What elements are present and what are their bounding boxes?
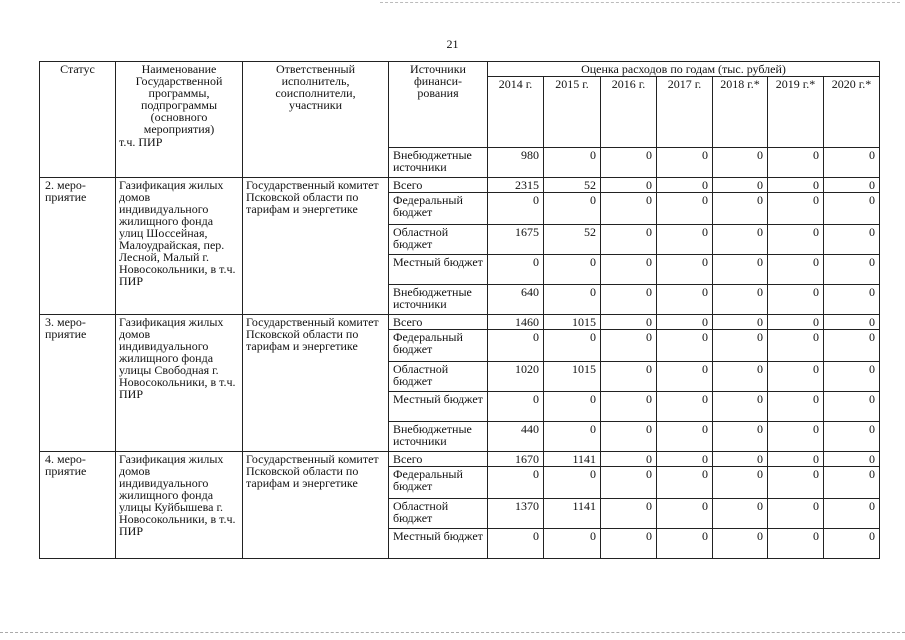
value-cell: 0 [657, 255, 713, 285]
value-cell: 0 [544, 467, 601, 499]
value-cell: 0 [824, 193, 880, 225]
value-cell: 0 [544, 392, 601, 422]
scan-artifact-bottom [0, 632, 905, 633]
table-body [40, 62, 880, 559]
year-header: 2019 г.* [768, 77, 824, 148]
source-cell: Областной бюджет [389, 225, 488, 255]
value-cell: 0 [713, 255, 768, 285]
value-cell: 0 [657, 452, 713, 467]
value-cell: 0 [824, 178, 880, 193]
activity-name: Газификация жилых домов индивидуального жилищного фонда улицы Куйбышева г. Новосокольники, в т.ч. ПИР [116, 452, 243, 559]
activity-status: 3. меро-приятие [40, 315, 116, 452]
value-cell: 0 [824, 529, 880, 559]
value-cell: 0 [713, 392, 768, 422]
value-cell: 0 [713, 422, 768, 452]
source-cell: Областной бюджет [389, 499, 488, 529]
value-cell: 0 [713, 467, 768, 499]
value-cell: 0 [601, 178, 657, 193]
value-cell: 0 [601, 392, 657, 422]
value-cell: 0 [824, 148, 880, 178]
header-row [40, 62, 880, 77]
header-estimate: Оценка расходов по годам (тыс. рублей) [488, 62, 880, 77]
header-sources: Источники финанси- рования [389, 62, 488, 148]
value-cell: 0 [768, 392, 824, 422]
value-cell: 1141 [544, 499, 601, 529]
source-cell: Федеральный бюджет [389, 467, 488, 499]
value-cell: 0 [824, 255, 880, 285]
value-cell: 0 [601, 285, 657, 315]
value-cell: 0 [544, 255, 601, 285]
year-header: 2015 г. [544, 77, 601, 148]
value-cell: 0 [768, 499, 824, 529]
value-cell: 2315 [488, 178, 544, 193]
value-cell: 0 [601, 148, 657, 178]
value-cell: 0 [601, 529, 657, 559]
value-cell: 1670 [488, 452, 544, 467]
value-cell: 0 [544, 148, 601, 178]
source-cell: Федеральный бюджет [389, 330, 488, 362]
year-header: 2017 г. [657, 77, 713, 148]
source-cell: Местный бюджет [389, 255, 488, 285]
value-cell: 0 [713, 315, 768, 330]
value-cell: 0 [601, 499, 657, 529]
value-cell: 0 [824, 452, 880, 467]
source-cell: Всего [389, 315, 488, 330]
value-cell: 0 [768, 467, 824, 499]
value-cell: 0 [657, 178, 713, 193]
activity-executor: Государственный комитет Псковской области по тарифам и энергетике [243, 315, 389, 452]
value-cell: 0 [544, 193, 601, 225]
value-cell: 0 [544, 529, 601, 559]
value-cell: 640 [488, 285, 544, 315]
source-cell: Внебюджетные источники [389, 422, 488, 452]
budget-table [39, 61, 880, 559]
value-cell: 0 [824, 392, 880, 422]
value-cell: 0 [824, 499, 880, 529]
value-cell: 52 [544, 225, 601, 255]
value-cell: 0 [657, 148, 713, 178]
value-cell: 0 [824, 422, 880, 452]
value-cell: 440 [488, 422, 544, 452]
value-cell: 0 [601, 225, 657, 255]
year-header: 2020 г.* [824, 77, 880, 148]
value-cell: 0 [601, 452, 657, 467]
value-cell: 0 [768, 193, 824, 225]
value-cell: 0 [657, 499, 713, 529]
value-cell: 0 [488, 467, 544, 499]
value-cell: 980 [488, 148, 544, 178]
value-cell: 1675 [488, 225, 544, 255]
value-cell: 0 [824, 467, 880, 499]
value-cell: 0 [713, 452, 768, 467]
value-cell: 0 [657, 362, 713, 392]
value-cell: 0 [488, 255, 544, 285]
source-cell: Внебюджетные источники [389, 148, 488, 178]
value-cell: 0 [657, 422, 713, 452]
value-cell: 0 [657, 330, 713, 362]
source-cell: Областной бюджет [389, 362, 488, 392]
value-cell: 0 [488, 392, 544, 422]
value-cell: 0 [657, 193, 713, 225]
header-name-tail: т.ч. ПИР [119, 135, 163, 149]
table-row [40, 315, 880, 330]
value-cell: 0 [713, 529, 768, 559]
value-cell: 0 [768, 452, 824, 467]
table-row [40, 178, 880, 193]
value-cell: 0 [713, 178, 768, 193]
activity-status: 4. меро-приятие [40, 452, 116, 559]
value-cell: 0 [768, 362, 824, 392]
value-cell: 0 [601, 362, 657, 392]
activity-executor: Государственный комитет Псковской области по тарифам и энергетике [243, 178, 389, 315]
value-cell: 0 [824, 225, 880, 255]
value-cell: 0 [768, 422, 824, 452]
value-cell: 0 [657, 315, 713, 330]
table-row [40, 452, 880, 467]
value-cell: 0 [713, 193, 768, 225]
activity-status: 2. меро-приятие [40, 178, 116, 315]
source-cell: Местный бюджет [389, 529, 488, 559]
value-cell: 1020 [488, 362, 544, 392]
value-cell: 0 [713, 499, 768, 529]
source-cell: Всего [389, 452, 488, 467]
header-executor: Ответственный исполнитель, соисполнители, участники [243, 62, 389, 178]
activity-executor: Государственный комитет Псковской области по тарифам и энергетике [243, 452, 389, 559]
header-status: Статус [40, 62, 116, 178]
value-cell: 0 [713, 362, 768, 392]
activity-name: Газификация жилых домов индивидуального жилищного фонда улицы Свободная г. Новосокольники, в т.ч. ПИР [116, 315, 243, 452]
value-cell: 0 [544, 330, 601, 362]
value-cell: 0 [657, 392, 713, 422]
value-cell: 0 [601, 422, 657, 452]
source-cell: Местный бюджет [389, 392, 488, 422]
value-cell: 0 [544, 285, 601, 315]
page-number: 21 [446, 37, 459, 51]
value-cell: 0 [768, 148, 824, 178]
value-cell: 0 [601, 193, 657, 225]
value-cell: 0 [824, 362, 880, 392]
value-cell: 0 [768, 285, 824, 315]
value-cell: 0 [768, 529, 824, 559]
value-cell: 0 [601, 255, 657, 285]
value-cell: 0 [657, 225, 713, 255]
value-cell: 0 [824, 285, 880, 315]
value-cell: 0 [713, 285, 768, 315]
value-cell: 0 [657, 467, 713, 499]
year-header: 2018 г.* [713, 77, 768, 148]
value-cell: 0 [657, 285, 713, 315]
value-cell: 0 [713, 148, 768, 178]
value-cell: 0 [601, 330, 657, 362]
source-cell: Внебюджетные источники [389, 285, 488, 315]
source-cell: Всего [389, 178, 488, 193]
year-header: 2016 г. [601, 77, 657, 148]
value-cell: 0 [601, 315, 657, 330]
value-cell: 0 [488, 330, 544, 362]
value-cell: 1015 [544, 362, 601, 392]
source-cell: Федеральный бюджет [389, 193, 488, 225]
value-cell: 0 [824, 315, 880, 330]
value-cell: 1370 [488, 499, 544, 529]
activity-name: Газификация жилых домов индивидуального жилищного фонда улиц Шоссейная, Малоудрайская, пер. Лесной, Малый г. Новосокольники, в т.ч. ПИР [116, 178, 243, 315]
value-cell: 52 [544, 178, 601, 193]
value-cell: 1015 [544, 315, 601, 330]
value-cell: 0 [713, 225, 768, 255]
value-cell: 0 [713, 330, 768, 362]
value-cell: 0 [488, 529, 544, 559]
value-cell: 0 [544, 422, 601, 452]
value-cell: 1460 [488, 315, 544, 330]
value-cell: 0 [657, 529, 713, 559]
value-cell: 0 [768, 330, 824, 362]
value-cell: 0 [824, 330, 880, 362]
value-cell: 1141 [544, 452, 601, 467]
header-name: Наименование Государственной программы, подпрограммы (основного мероприятия) т.ч. ПИР [116, 62, 243, 178]
value-cell: 0 [768, 178, 824, 193]
year-header: 2014 г. [488, 77, 544, 148]
value-cell: 0 [768, 255, 824, 285]
value-cell: 0 [768, 225, 824, 255]
value-cell: 0 [601, 467, 657, 499]
value-cell: 0 [488, 193, 544, 225]
scan-artifact-top [380, 2, 900, 3]
value-cell: 0 [768, 315, 824, 330]
